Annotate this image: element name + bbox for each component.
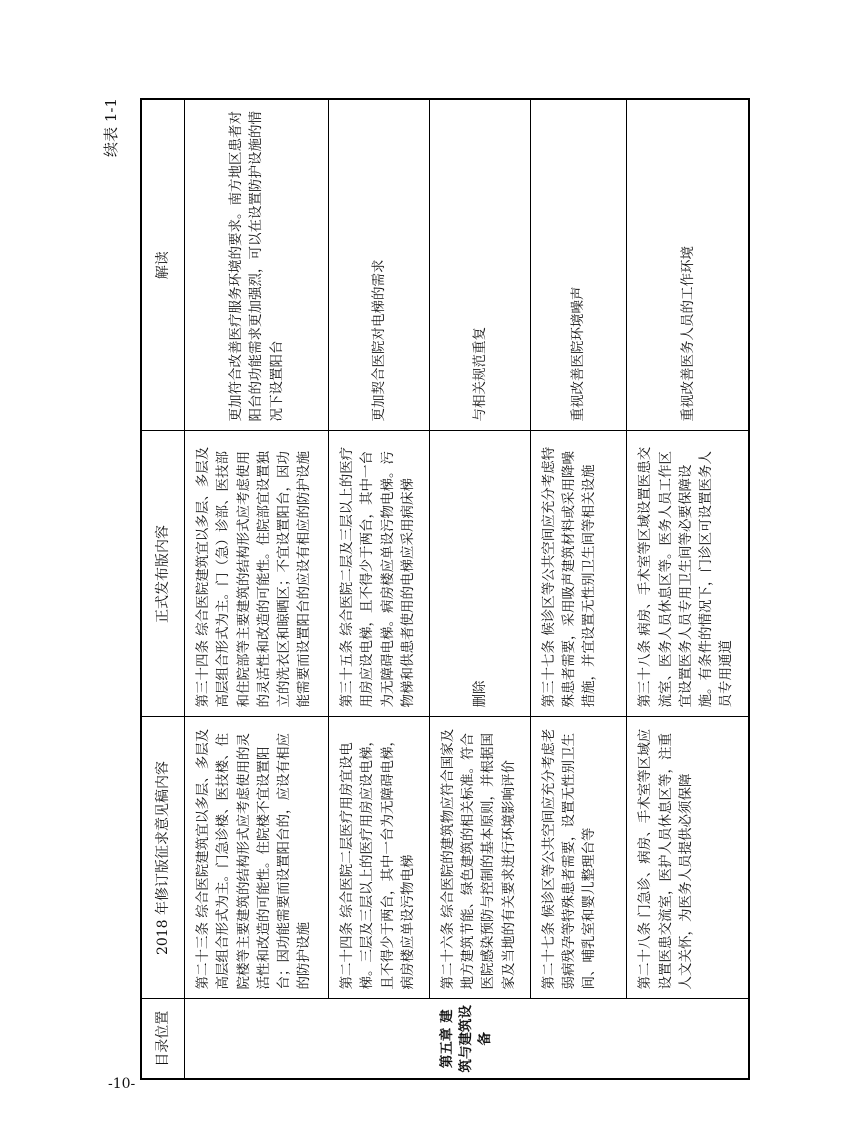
interpretation-cell: 重视改善医院环境噪声 (530, 99, 627, 431)
interpretation-cell: 更加符合改善医疗服务环境的要求。南方地区患者对阳台的功能需求更加强烈，可以在设置防护设施的情况下设置阳台 (185, 99, 329, 431)
header-official: 正式发布版内容 (141, 431, 185, 717)
table-header-row (141, 99, 185, 1079)
table-row (329, 99, 430, 1079)
page-number: -10- (108, 1076, 136, 1092)
draft-cell: 第二十四条 综合医院二层医疗用房宜设电梯。三层及三层以上的医疗用房应设电梯，且不得少于两台，其中一台为无障碍电梯，病房楼应单设污物电梯 (329, 717, 430, 999)
header-draft: 2018 年修订版征求意见稿内容 (141, 717, 185, 999)
table-row (530, 99, 627, 1079)
header-interpretation: 解读 (141, 99, 185, 431)
table-row (627, 99, 749, 1079)
official-cell: 第三十七条 候诊区等公共空间应充分考虑特殊患者需要，采用吸声建筑材料或采用降噪措施，并宜设置无性别卫生间等相关设施 (530, 431, 627, 717)
draft-cell: 第二十七条 候诊区等公共空间应充分考虑老弱病残孕等特殊患者需要，设置无性别卫生间、哺乳室和婴儿整理台等 (530, 717, 627, 999)
draft-cell: 第二十六条 综合医院的建筑物应符合国家及地方建筑节能、绿色建筑的相关标准。符合医院感染预防与控制的基本原则，并根据国家及当地的有关要求进行环境影响评价 (429, 717, 530, 999)
official-cell: 第三十八条 病房、手术室等区域设置医患交流室、医务人员休息区等。医务人员工作区宜设置医务人员专用卫生间等必要保障设施。有条件的情况下，门诊区可设置医务人员专用通道 (627, 431, 749, 717)
official-cell: 第三十五条 综合医院二层及三层以上的医疗用房应设电梯，且不得少于两台，其中一台为无障碍电梯。病房楼应单设污物电梯。污物梯和供患者使用的电梯应采用病床梯 (329, 431, 430, 717)
draft-cell: 第二十三条 综合医院建筑宜以多层、多层及高层组合形式为主。门急诊楼、医技楼、住院楼等主要建筑的结构形式应考虑使用的灵活性和改造的可能性。住院楼不宜设置阳台；因功能需要而设置阳台的，应设有相应的防护设施 (185, 717, 329, 999)
comparison-table (140, 98, 750, 1080)
interpretation-cell: 更加契合医院对电梯的需求 (329, 99, 430, 431)
official-cell: 第三十四条 综合医院建筑宜以多层、多层及高层组合形式为主。门（急）诊部、医技部和住院部等主要建筑的结构形式应考虑使用的灵活性和改造的可能性。住院部宜设置独立的洗衣区和晾晒区；不宜设置阳台，因功能需要而设置阳台的应设有相应的防护设施 (185, 431, 329, 717)
header-location: 目录位置 (141, 999, 185, 1079)
rotated-table-container (102, 98, 750, 1080)
table-row (185, 99, 329, 1079)
interpretation-cell: 与相关规范重复 (429, 99, 530, 431)
interpretation-cell: 重视改善医务人员的工作环境 (627, 99, 749, 431)
draft-cell: 第二十八条 门急诊、病房、手术室等区域应设置医患交流室，医护人员休息区等，注重人文关怀，为医务人员提供必须保障 (627, 717, 749, 999)
table-row (429, 99, 530, 1079)
official-cell: 删除 (429, 431, 530, 717)
table-caption: 续表 1-1 (102, 98, 120, 157)
chapter-cell: 第五章 建筑与建筑设备 (185, 999, 750, 1079)
